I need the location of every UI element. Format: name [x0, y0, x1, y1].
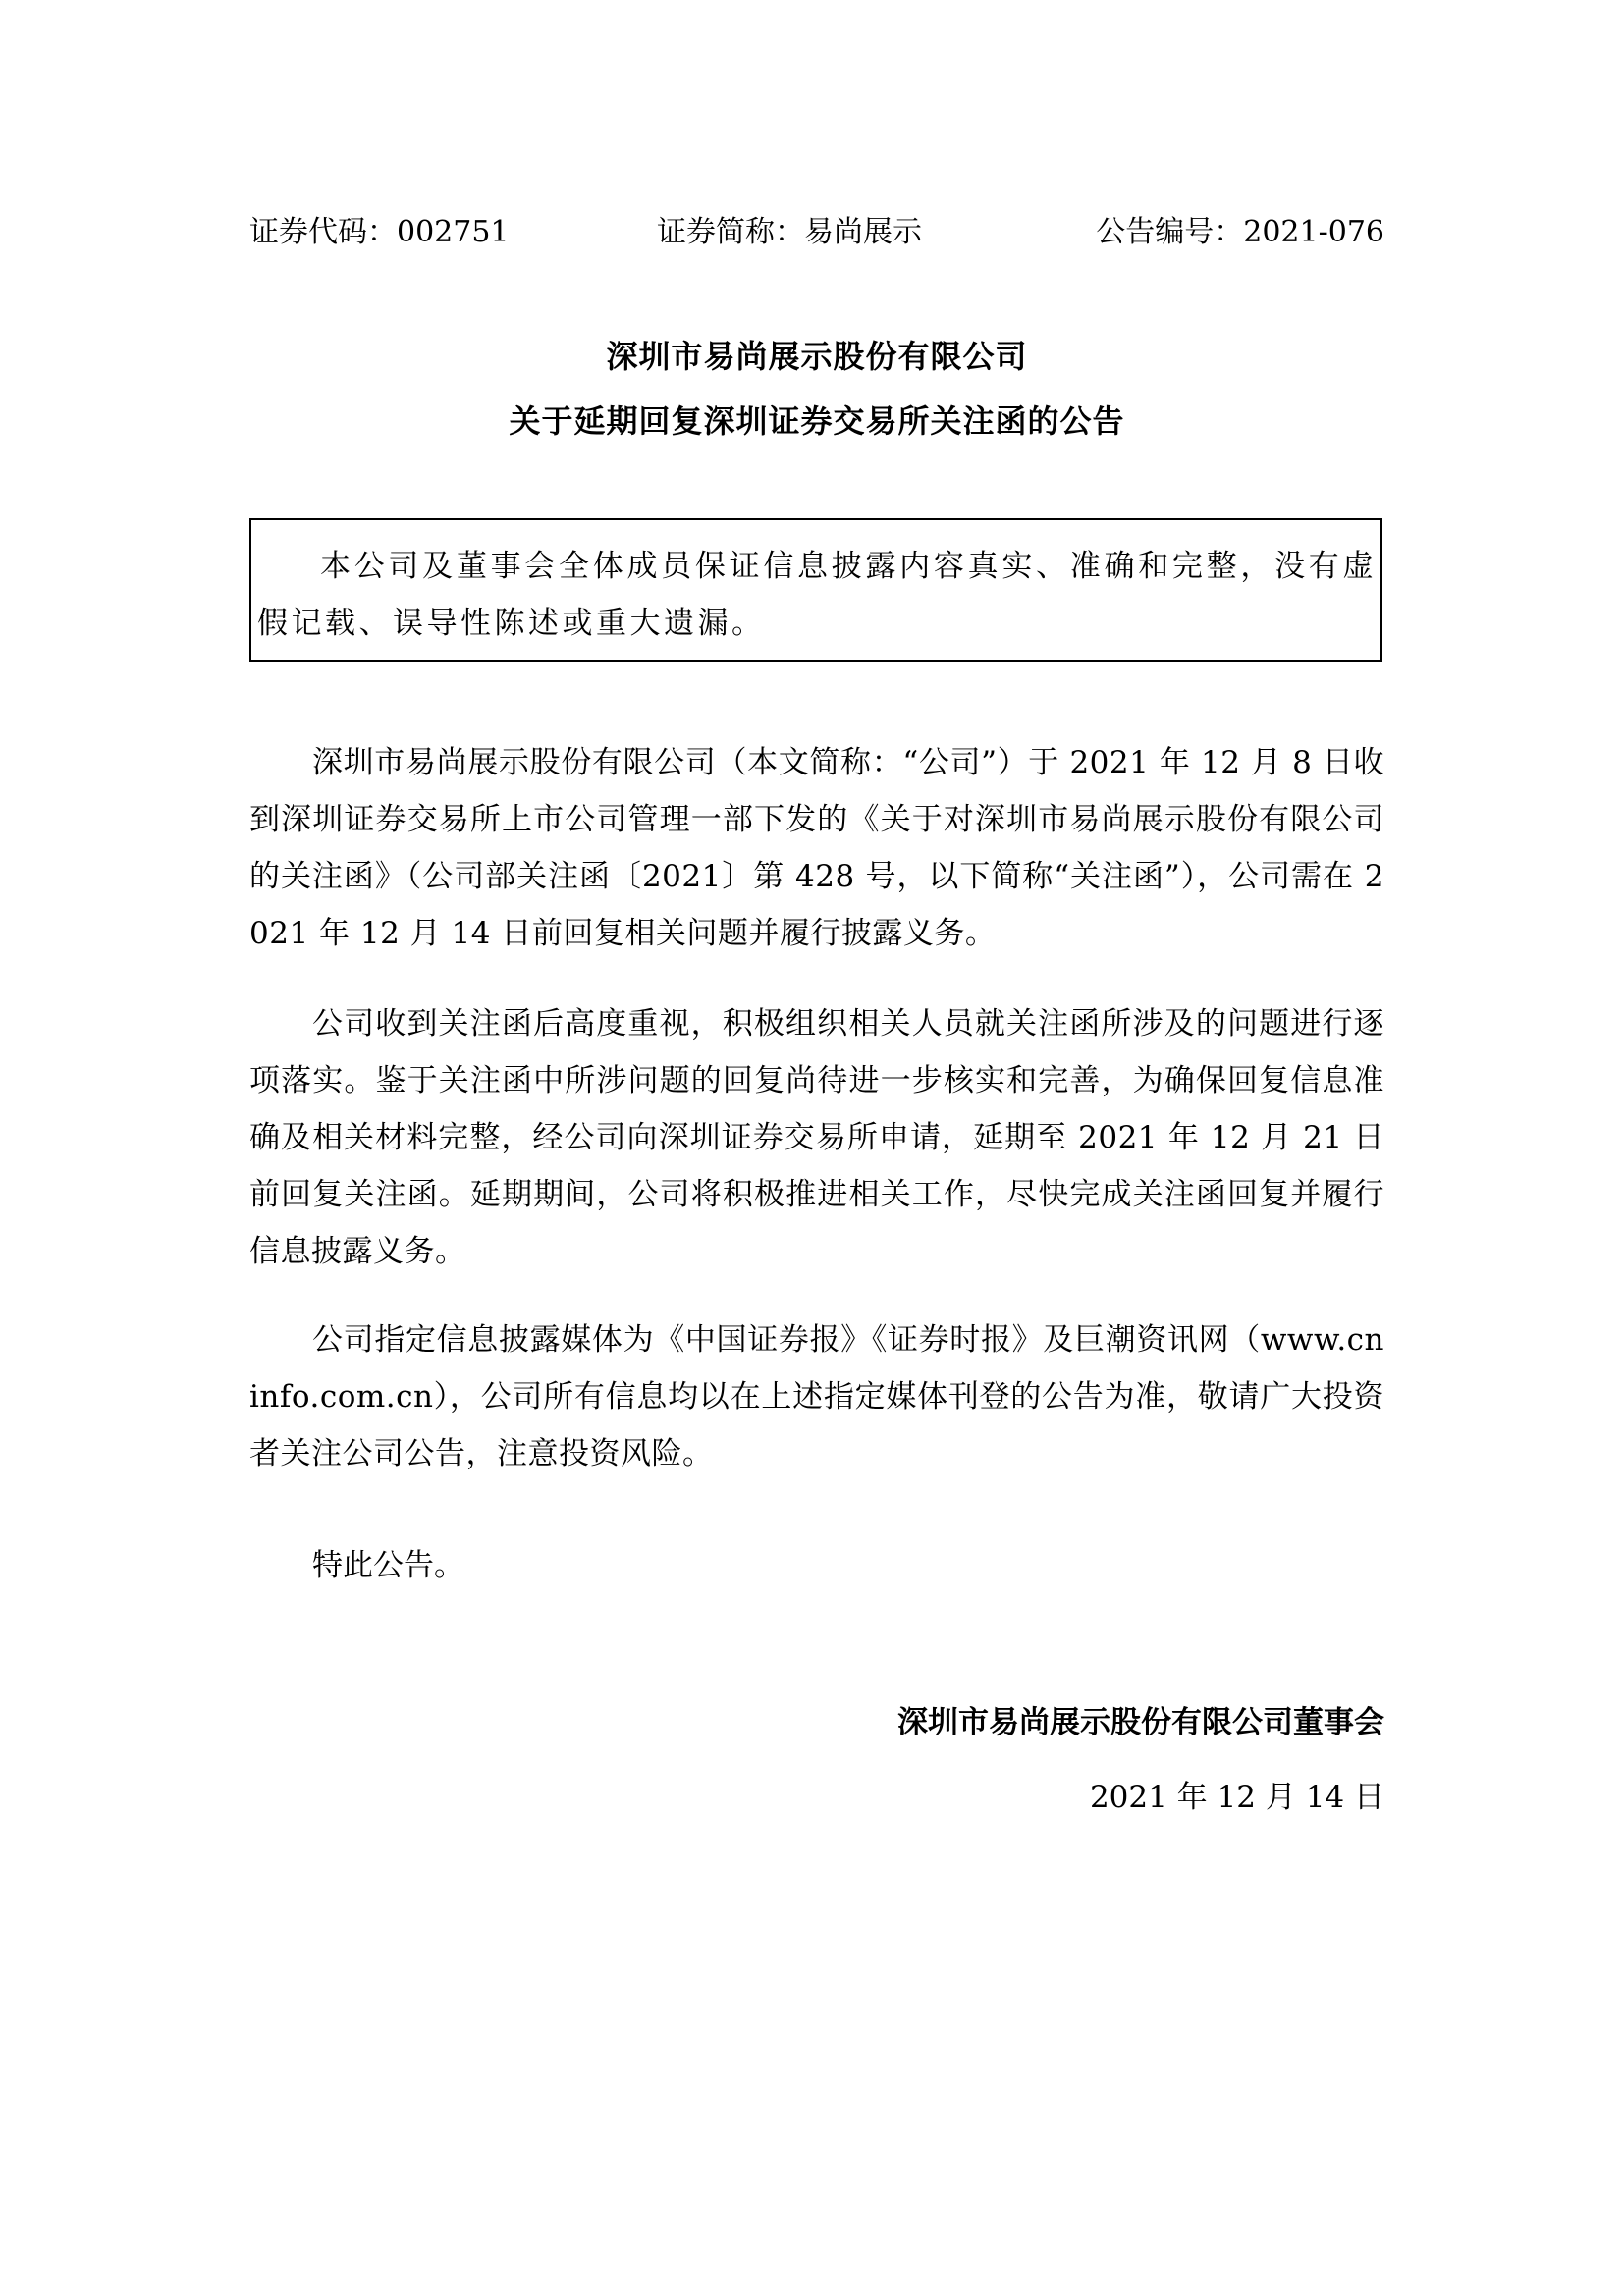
security-code: 证券代码：002751	[249, 215, 510, 249]
closing-statement: 特此公告。	[312, 1548, 464, 1583]
signature-date: 2021 年 12 月 14 日	[1089, 1780, 1384, 1815]
body-paragraph-1: 深圳市易尚展示股份有限公司（本文简称：“公司”）于 2021 年 12 月 8 日收到深圳证券交易所上市公司管理一部下发的《关于对深圳市易尚展示股份有限公司的关注函》（公司部关注函〔2021〕第 428 号，以下简称“关注函”），公司需在 2021 年 12 月 14 日前回复相关问题并履行披露义务。	[249, 745, 1384, 951]
disclosure-notice-box	[249, 518, 1382, 662]
title-subject: 关于延期回复深圳证券交易所关注函的公告	[509, 402, 1125, 440]
announcement-number: 公告编号：2021-076	[1096, 215, 1384, 249]
security-abbreviation: 证券简称：易尚展示	[657, 215, 922, 249]
body-paragraph-3: 公司指定信息披露媒体为《中国证券报》《证券时报》及巨潮资讯网（www.cninfo.com.cn），公司所有信息均以在上述指定媒体刊登的公告为准，敬请广大投资者关注公司公告，注意投资风险。	[249, 1322, 1384, 1471]
signature-company: 深圳市易尚展示股份有限公司董事会	[897, 1705, 1384, 1740]
body-paragraph-2: 公司收到关注函后高度重视，积极组织相关人员就关注函所涉及的问题进行逐项落实。鉴于关注函中所涉问题的回复尚待进一步核实和完善，为确保回复信息准确及相关材料完整，经公司向深圳证券交易所申请，延期至 2021 年 12 月 21 日前回复关注函。延期期间，公司将积极推进相关工作，尽快完成关注函回复并履行信息披露义务。	[249, 1006, 1384, 1269]
header-row	[249, 208, 1384, 257]
title-company: 深圳市易尚展示股份有限公司	[606, 338, 1028, 375]
disclosure-notice-text: 本公司及董事会全体成员保证信息披露内容真实、准确和完整，没有虚假记载、误导性陈述或重大遗漏。	[257, 549, 1377, 641]
